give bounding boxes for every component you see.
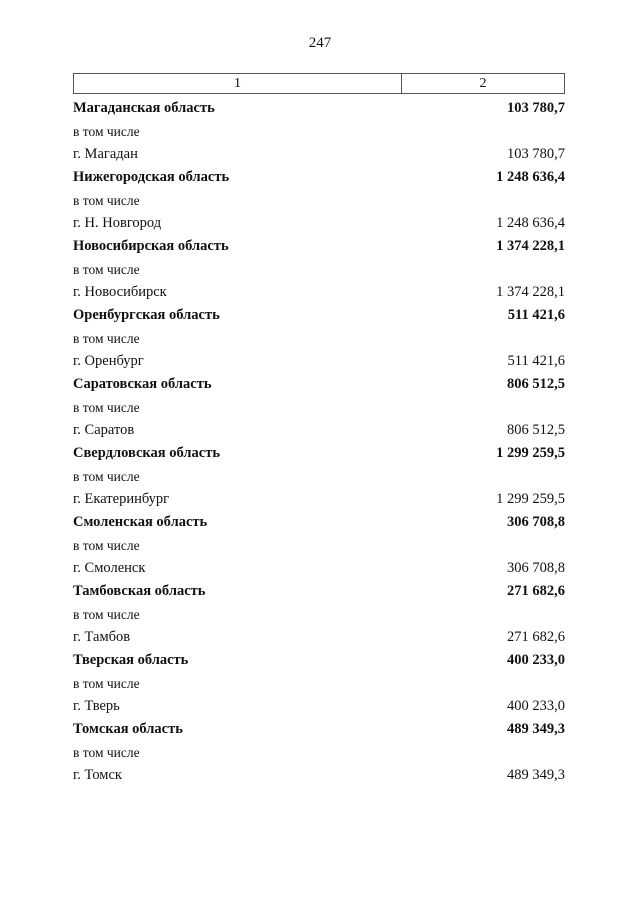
row-label: г. Томск	[73, 767, 122, 783]
row-value: 1 374 228,1	[496, 284, 565, 300]
subnote-row	[73, 672, 565, 695]
region-row	[73, 97, 565, 120]
region-row	[73, 304, 565, 327]
row-label: г. Смоленск	[73, 560, 146, 576]
row-value: 306 708,8	[507, 560, 565, 576]
row-value: 1 248 636,4	[496, 169, 565, 185]
page-number: 247	[308, 35, 332, 51]
row-label: в том числе	[73, 676, 140, 691]
row-value: 511 421,6	[507, 353, 565, 369]
row-label: Саратовская область	[73, 376, 212, 392]
row-label: Томская область	[73, 721, 183, 737]
row-label: г. Магадан	[73, 146, 138, 162]
subnote-row	[73, 120, 565, 143]
row-value: 1 248 636,4	[496, 215, 565, 231]
row-value: 806 512,5	[507, 376, 565, 392]
row-label: г. Тамбов	[73, 629, 131, 645]
row-value: 1 299 259,5	[496, 445, 565, 461]
region-row	[73, 166, 565, 189]
subnote-row	[73, 465, 565, 488]
subnote-row	[73, 603, 565, 626]
row-label: Нижегородская область	[73, 169, 230, 185]
row-label: в том числе	[73, 193, 140, 208]
row-value: 306 708,8	[507, 514, 565, 530]
region-row	[73, 511, 565, 534]
row-value: 489 349,3	[507, 721, 565, 737]
row-label: в том числе	[73, 262, 140, 277]
row-label: Смоленская область	[73, 514, 208, 530]
row-value: 103 780,7	[507, 100, 565, 116]
row-label: г. Саратов	[73, 422, 135, 438]
row-label: в том числе	[73, 538, 140, 553]
city-row	[73, 143, 565, 166]
row-value: 271 682,6	[507, 629, 565, 645]
subnote-row	[73, 534, 565, 557]
row-label: в том числе	[73, 607, 140, 622]
city-row	[73, 350, 565, 373]
city-row	[73, 212, 565, 235]
subnote-row	[73, 258, 565, 281]
region-row	[73, 718, 565, 741]
row-value: 489 349,3	[507, 767, 565, 783]
row-label: г. Н. Новгород	[73, 215, 162, 231]
city-row	[73, 764, 565, 787]
region-row	[73, 580, 565, 603]
column-header-1: 1	[74, 74, 402, 93]
table-header	[73, 73, 565, 94]
row-label: в том числе	[73, 124, 140, 139]
row-label: в том числе	[73, 469, 140, 484]
city-row	[73, 281, 565, 304]
row-label: в том числе	[73, 400, 140, 415]
city-row	[73, 419, 565, 442]
row-value: 400 233,0	[507, 698, 565, 714]
row-value: 806 512,5	[507, 422, 565, 438]
row-label: Магаданская область	[73, 100, 215, 116]
column-header-2: 2	[479, 76, 487, 91]
row-label: Свердловская область	[73, 445, 221, 461]
table-body	[73, 97, 565, 787]
subnote-row	[73, 396, 565, 419]
row-value: 1 299 259,5	[496, 491, 565, 507]
row-label: в том числе	[73, 745, 140, 760]
city-row	[73, 488, 565, 511]
row-value: 271 682,6	[507, 583, 565, 599]
region-row	[73, 235, 565, 258]
subnote-row	[73, 327, 565, 350]
city-row	[73, 626, 565, 649]
row-value: 103 780,7	[507, 146, 565, 162]
row-label: г. Оренбург	[73, 353, 144, 369]
row-label: Тамбовская область	[73, 583, 206, 599]
row-value: 1 374 228,1	[496, 238, 565, 254]
row-label: г. Новосибирск	[73, 284, 167, 300]
region-row	[73, 649, 565, 672]
subnote-row	[73, 741, 565, 764]
city-row	[73, 557, 565, 580]
row-label: Тверская область	[73, 652, 189, 668]
city-row	[73, 695, 565, 718]
region-row	[73, 373, 565, 396]
row-value: 511 421,6	[507, 307, 565, 323]
row-label: в том числе	[73, 331, 140, 346]
subnote-row	[73, 189, 565, 212]
row-value: 400 233,0	[507, 652, 565, 668]
row-label: г. Тверь	[73, 698, 120, 714]
row-label: Оренбургская область	[73, 307, 220, 323]
row-label: г. Екатеринбург	[73, 491, 170, 507]
region-row	[73, 442, 565, 465]
row-label: Новосибирская область	[73, 238, 229, 254]
